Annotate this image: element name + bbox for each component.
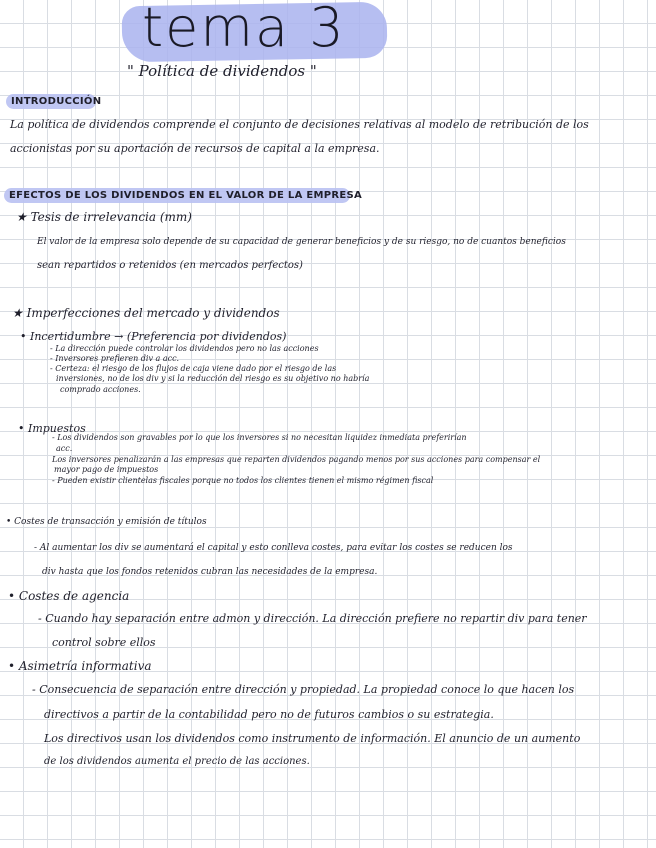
thesis-text-line-2: sean repartidos o retenidos (en mercados perfectos)	[37, 260, 303, 271]
uncertainty-line-2: - Inversores prefieren div a acc.	[50, 354, 180, 363]
asymmetry-line-3: Los directivos usan los dividendos como instrumento de información. El anuncio de un aumento	[44, 732, 581, 745]
taxes-line-1: - Los dividendos son gravables por lo que los inversores si no necesitan liquidez inmediata preferirían	[52, 433, 467, 442]
taxes-line-4: mayor pago de impuestos	[54, 465, 159, 474]
intro-heading: INTRODUCCIÓN	[11, 96, 102, 107]
transaction-line-2: div hasta que los fondos retenidos cubran las necesidades de la empresa.	[42, 567, 378, 577]
agency-line-2: control sobre ellos	[52, 636, 156, 649]
effects-heading: EFECTOS DE LOS DIVIDENDOS EN EL VALOR DE LA EMPRESA	[9, 190, 363, 201]
uncertainty-line-1: - La dirección puede controlar los dividendos pero no las acciones	[50, 344, 319, 353]
agency-title: • Costes de agencia	[8, 589, 130, 603]
asymmetry-line-4: de los dividendos aumenta el precio de las acciones.	[44, 756, 310, 767]
thesis-text-line-1: El valor de la empresa solo depende de su capacidad de generar beneficios y de su riesgo, no de cuantos beneficios	[37, 237, 566, 247]
agency-line-1: - Cuando hay separación entre admon y dirección. La dirección prefiere no repartir div para tener	[38, 612, 587, 625]
taxes-line-2: acc.	[56, 444, 73, 453]
transaction-title: • Costes de transacción y emisión de títulos	[6, 517, 207, 527]
taxes-title: • Impuestos	[18, 422, 86, 435]
asymmetry-line-1: - Consecuencia de separación entre dirección y propiedad. La propiedad conoce lo que hacen los	[32, 683, 575, 696]
intro-text-line-2: accionistas por su aportación de recursos de capital a la empresa.	[10, 142, 380, 155]
imperfections-heading: ★ Imperfecciones del mercado y dividendos	[12, 306, 280, 320]
intro-text-line-1: La política de dividendos comprende el conjunto de decisiones relativas al modelo de retribución de los	[10, 118, 589, 131]
uncertainty-title: • Incertidumbre → (Preferencia por dividendos)	[20, 330, 287, 343]
uncertainty-line-3: - Certeza: el riesgo de los flujos de caja viene dado por el riesgo de las	[50, 364, 337, 373]
page-subtitle: " Política de dividendos "	[127, 62, 317, 80]
uncertainty-line-4: inversiones, no de los div y si la reducción del riesgo es su objetivo no habría	[56, 374, 370, 383]
asymmetry-title: • Asimetría informativa	[8, 659, 152, 673]
page-title: tema 3	[142, 0, 346, 59]
transaction-line-1: - Al aumentar los div se aumentará el capital y esto conlleva costes, para evitar los costes se reducen los	[34, 543, 513, 553]
thesis-title: ★ Tesis de irrelevancia (mm)	[16, 210, 192, 224]
uncertainty-line-5: comprado acciones.	[60, 385, 141, 394]
asymmetry-line-2: directivos a partir de la contabilidad pero no de futuros cambios o su estrategia.	[44, 708, 494, 721]
taxes-line-5: - Pueden existir clientelas fiscales porque no todos los clientes tienen el mismo régimen fiscal	[52, 476, 434, 485]
taxes-line-3: Los inversores penalizarán a las empresas que reparten dividendos pagando menos por sus acciones para compensar el	[52, 455, 541, 464]
